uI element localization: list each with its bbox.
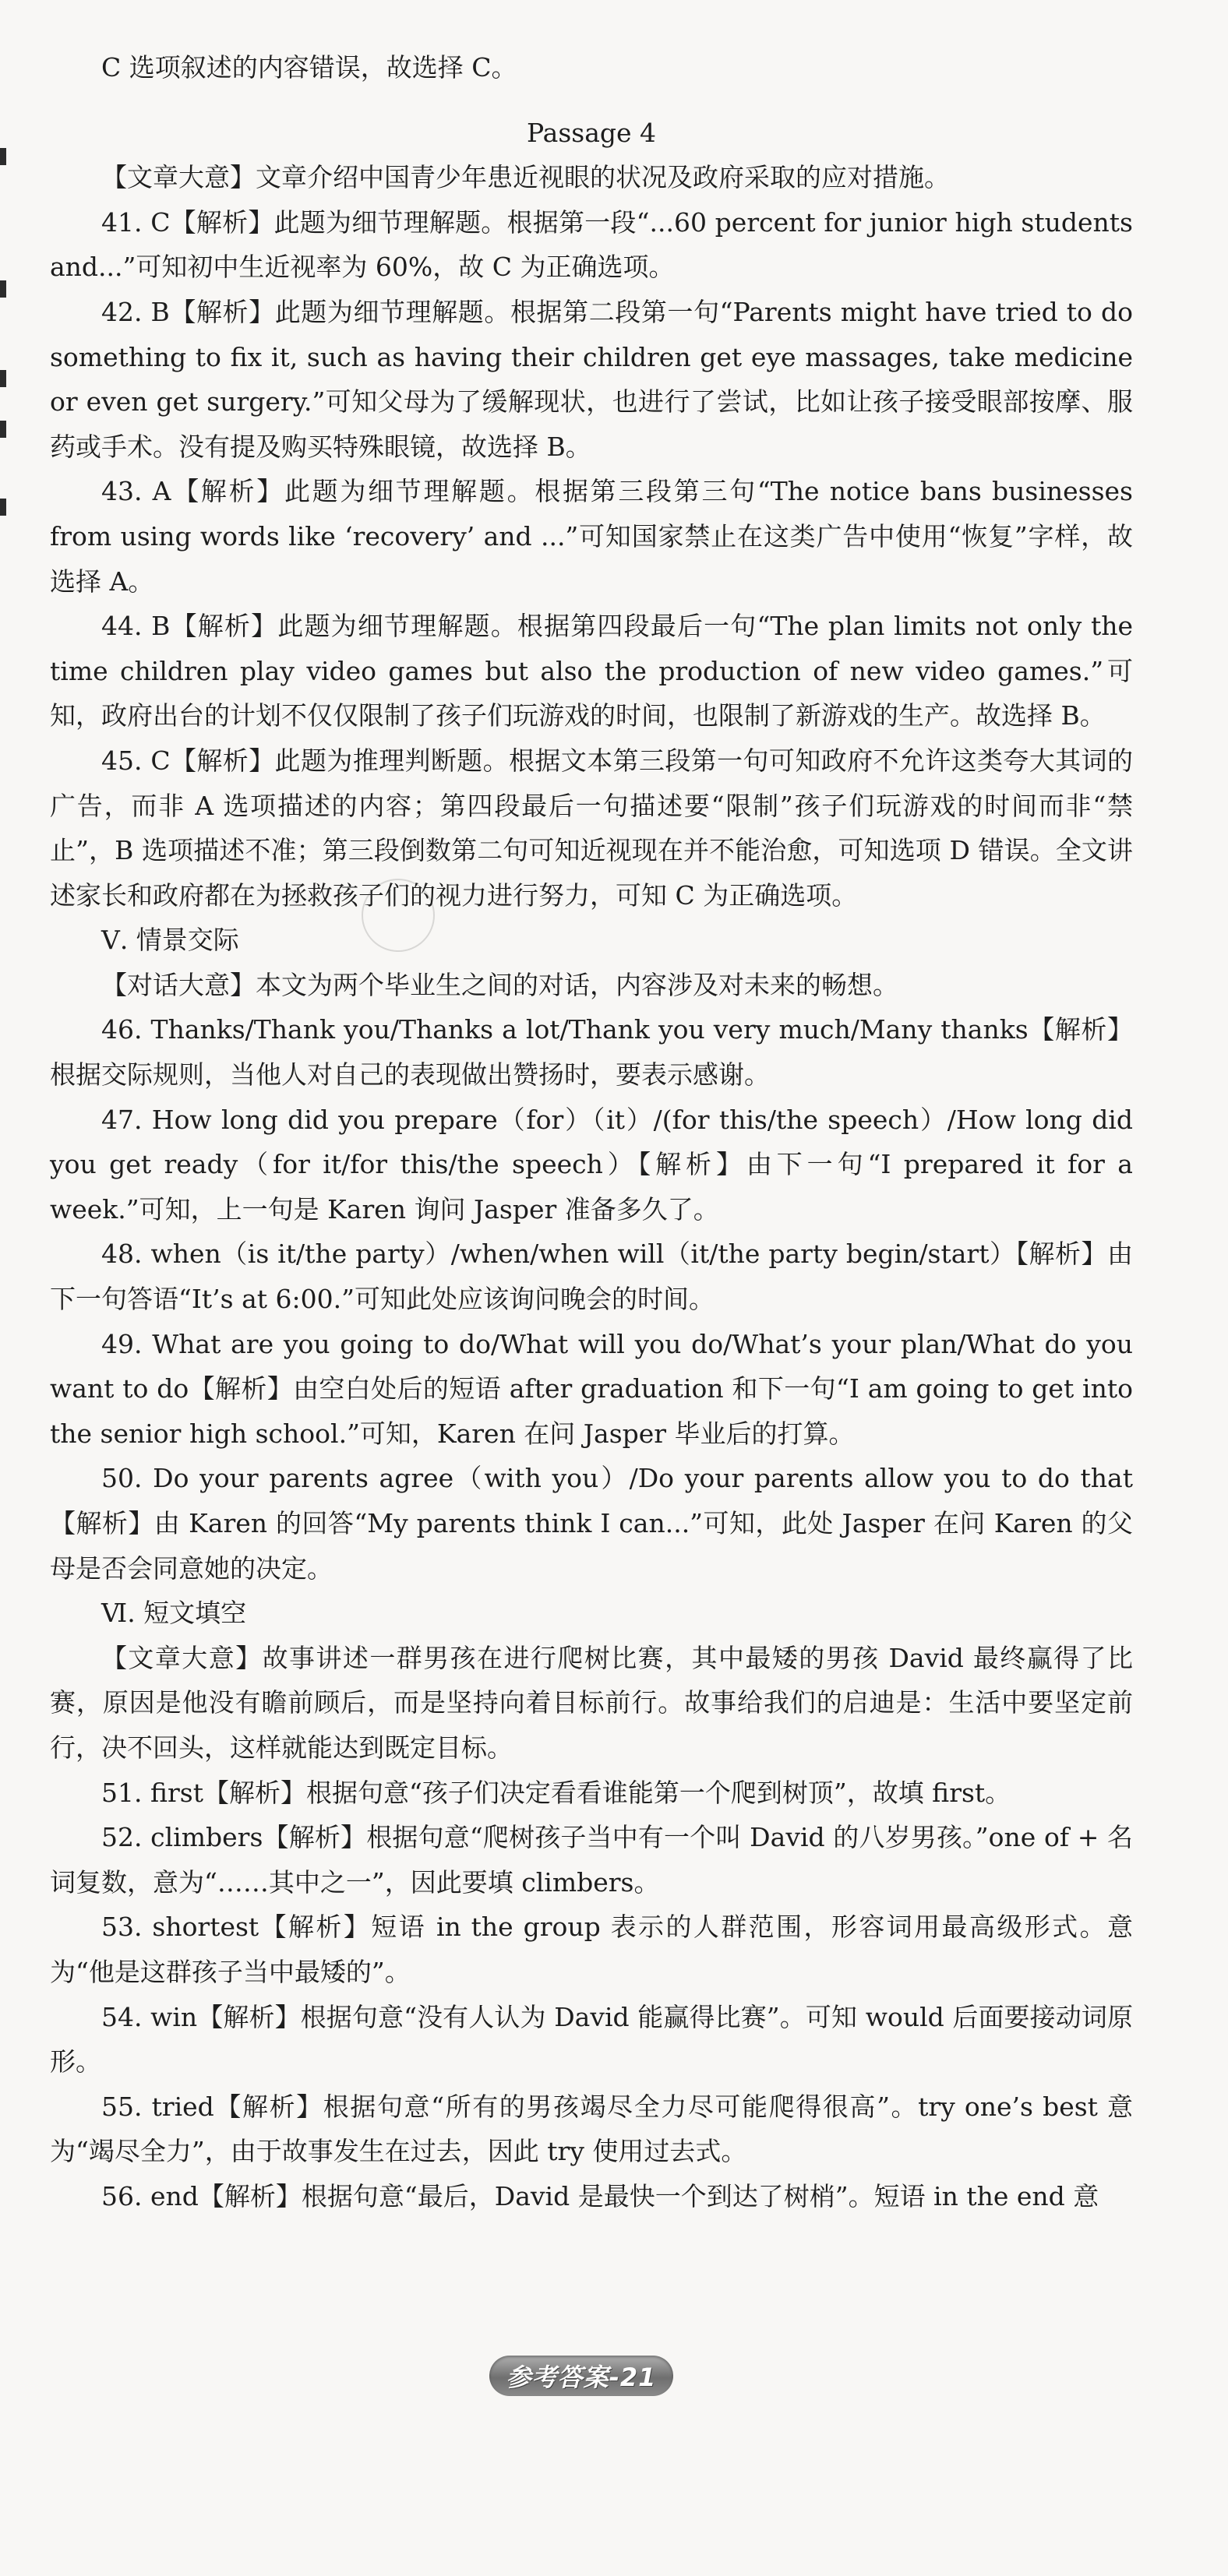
- answer-42: 42. B【解析】此题为细节理解题。根据第二段第一句“Parents might have tried to do something to fix it, such as having their children get eye massages, take medicine or even get surgery.”可知父母为了缓解现状，也进行了尝试，比如让孩子接受眼部按摩、服药或手术。没有提及购买特殊眼镜，故选择 B。: [50, 296, 1133, 462]
- answer-56: 56. end【解析】根据句意“最后，David 是最快一个到达了树梢”。短语 in the end 意: [101, 2180, 1099, 2211]
- answer-54: 54. win【解析】根据句意“没有人认为 David 能赢得比赛”。可知 would 后面要接动词原形。: [50, 2001, 1133, 2077]
- answer-52: 52. climbers【解析】根据句意“爬树孩子当中有一个叫 David 的八岁男孩。”one of + 名词复数，意为“……其中之一”，因此要填 climbers。: [50, 1822, 1133, 1898]
- section-vi-heading: Ⅵ. 短文填空: [101, 1598, 247, 1629]
- answer-44: 44. B【解析】此题为细节理解题。根据第四段最后一句“The plan limits not only the time children play video games but also the production of new video games.”可知，政府出台的计划不仅仅限制了孩子们玩游戏的时间，也限制了新游戏的生产。故选择 B。: [50, 611, 1133, 731]
- answer-48: 48. when（is it/the party）/when/when will（it/the party begin/start）【解析】由下一句答语“It’s at 6:00.”可知此处应该询问晚会的时间。: [50, 1239, 1133, 1315]
- answer-45: 45. C【解析】此题为推理判断题。根据文本第三段第一句可知政府不允许这类夸大其词的广告，而非 A 选项描述的内容；第四段最后一句描述要“限制”孩子们玩游戏的时间而非“禁止”，B 选项描述不准；第三段倒数第二句可知近视现在并不能治愈，可知选项 D 错误。全文讲述家长和政府都在为拯救孩子们的视力进行努力，可知 C 为正确选项。: [50, 745, 1133, 911]
- answer-46: 46. Thanks/Thank you/Thanks a lot/Thank you very much/Many thanks【解析】根据交际规则，当他人对自己的表现做出赞扬时，要表示感谢。: [50, 1014, 1133, 1091]
- answer-50: 50. Do your parents agree（with you）/Do your parents allow you to do that【解析】由 Karen 的回答“My parents think I can...”可知，此处 Jasper 在问 Karen 的父母是否会同意她的决定。: [50, 1463, 1133, 1584]
- passage-heading: Passage 4: [526, 117, 657, 148]
- answer-49: 49. What are you going to do/What will you do/What’s your plan/What do you want to do【解析】由空白处后的短语 after graduation 和下一句“I am going to get into the senior high school.”可知，Karen 在问 Jasper 毕业后的打算。: [50, 1328, 1133, 1449]
- answer-41: 41. C【解析】此题为细节理解题。根据第一段“...60 percent for junior high students and...”可知初中生近视率为 60%，故 C 为正确选项。: [50, 206, 1133, 283]
- answer-53: 53. shortest【解析】短语 in the group 表示的人群范围，形容词用最高级形式。意为“他是这群孩子当中最矮的”。: [50, 1912, 1133, 1987]
- answer-47: 47. How long did you prepare（for）（it）/(for this/the speech）/How long did you get ready（for it/for this/the speech）【解析】由下一句“I prepared it for a week.”可知，上一句是 Karen 询问 Jasper 准备多久了。: [50, 1104, 1133, 1225]
- story-main-idea: 【文章大意】故事讲述一群男孩在进行爬树比赛，其中最矮的男孩 David 最终赢得了比赛，原因是他没有瞻前顾后，而是坚持向着目标前行。故事给我们的启迪是：生活中要坚定前行，决不回头，这样就能达到既定目标。: [50, 1642, 1133, 1763]
- answer-51: 51. first【解析】根据句意“孩子们决定看看谁能第一个爬到树顶”，故填 first。: [101, 1777, 1011, 1808]
- section-v-heading: Ⅴ. 情景交际: [101, 925, 239, 956]
- paragraph-main-idea-4: 【文章大意】文章介绍中国青少年患近视眼的状况及政府采取的应对措施。: [101, 162, 950, 193]
- document-body: [50, 52, 1133, 2219]
- page-number-badge: 参考答案-21: [489, 2356, 673, 2396]
- answer-55: 55. tried【解析】根据句意“所有的男孩竭尽全力尽可能爬得很高”。try one’s best 意为“竭尽全力”，由于故事发生在过去，因此 try 使用过去式。: [50, 2091, 1133, 2167]
- answer-43: 43. A【解析】此题为细节理解题。根据第三段第三句“The notice bans businesses from using words like ‘recovery’ and ...”可知国家禁止在这类广告中使用“恢复”字样，故选择 A。: [50, 476, 1133, 597]
- paragraph-c-option: C 选项叙述的内容错误，故选择 C。: [101, 52, 517, 83]
- dialogue-main-idea: 【对话大意】本文为两个毕业生之间的对话，内容涉及对未来的畅想。: [101, 969, 898, 1000]
